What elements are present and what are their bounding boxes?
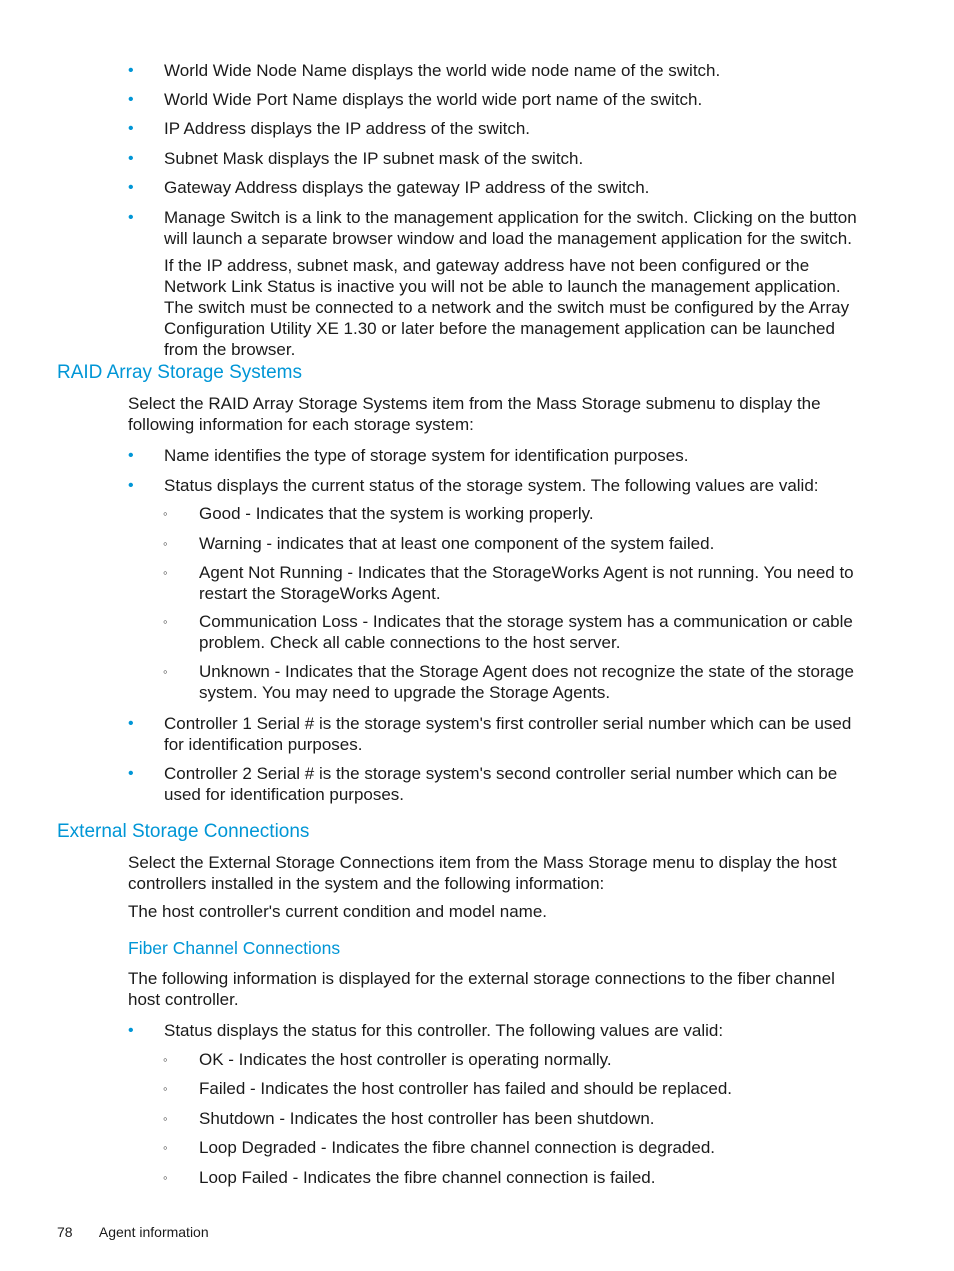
list-item-text: Status displays the current status of the storage system. The following values are valid:	[164, 476, 819, 495]
list-item-text: IP Address displays the IP address of the switch.	[164, 119, 531, 138]
bullet-icon: •	[128, 91, 134, 108]
list-item-text: Controller 2 Serial # is the storage system's second controller serial number which can be used for identification purposes.	[164, 764, 838, 804]
sub-list-item-text: Communication Loss - Indicates that the storage system has a communication or cable problem. Check all cable connections to the host server.	[199, 612, 853, 652]
list-item-text: Status displays the status for this controller. The following values are valid:	[164, 1021, 724, 1040]
sub-list-item-text: Loop Failed - Indicates the fibre channel connection is failed.	[199, 1168, 656, 1187]
bullet-icon: •	[128, 447, 134, 464]
subsection-heading-fiber: Fiber Channel Connections	[128, 938, 341, 958]
manage-switch-note: If the IP address, subnet mask, and gateway address have not been configured or the Network Link Status is inactive you will not be able to launch the management application. The switch must be connected to a network and the switch must be configured by the Array Configuration Utility XE 1.30 or later before the management application can be launched from the browser.	[164, 256, 850, 359]
list-item-text: Name identifies the type of storage system for identification purposes.	[164, 446, 689, 465]
fiber-intro: The following information is displayed for the external storage connections to the fiber channel host controller.	[128, 969, 835, 1009]
sub-list-item-text: Loop Degraded - Indicates the fibre channel connection is degraded.	[199, 1138, 716, 1157]
sub-list-item-text: Good - Indicates that the system is working properly.	[199, 504, 594, 523]
bullet-icon: •	[128, 179, 134, 196]
page-number: 78	[57, 1224, 73, 1240]
list-item-text: Controller 1 Serial # is the storage system's first controller serial number which can be used for identification purposes.	[164, 714, 852, 754]
sub-bullet-icon: ◦	[163, 1140, 168, 1155]
sub-list-item-text: OK - Indicates the host controller is operating normally.	[199, 1050, 612, 1069]
sub-bullet-icon: ◦	[163, 1111, 168, 1126]
sub-list-item-text: Unknown - Indicates that the Storage Agent does not recognize the state of the storage system. You may need to upgrade the Storage Agents.	[199, 662, 854, 702]
section-heading-raid: RAID Array Storage Systems	[57, 362, 302, 383]
sub-bullet-icon: ◦	[163, 664, 168, 679]
external-intro: Select the External Storage Connections item from the Mass Storage menu to display the host controllers installed in the system and the following information:	[128, 853, 837, 893]
sub-list-item-text: Warning - indicates that at least one component of the system failed.	[199, 534, 715, 553]
footer-section-title: Agent information	[98, 1224, 209, 1240]
sub-list-item-text: Failed - Indicates the host controller has failed and should be replaced.	[199, 1079, 732, 1098]
external-note: The host controller's current condition and model name.	[128, 902, 548, 921]
list-item-text: Manage Switch is a link to the management application for the switch. Clicking on the button will launch a separate browser window and load the management application for the switch.	[164, 208, 857, 248]
list-item-text: World Wide Port Name displays the world wide port name of the switch.	[164, 90, 703, 109]
page-footer	[57, 1222, 209, 1243]
section-heading-external: External Storage Connections	[57, 821, 310, 842]
bullet-icon: •	[128, 150, 134, 167]
sub-bullet-icon: ◦	[163, 506, 168, 521]
sub-bullet-icon: ◦	[163, 1170, 168, 1185]
sub-list-item-text: Shutdown - Indicates the host controller has been shutdown.	[199, 1109, 655, 1128]
list-item-text: World Wide Node Name displays the world wide node name of the switch.	[164, 61, 721, 80]
bullet-icon: •	[128, 209, 134, 226]
sub-bullet-icon: ◦	[163, 614, 168, 629]
bullet-icon: •	[128, 1022, 134, 1039]
sub-bullet-icon: ◦	[163, 1081, 168, 1096]
bullet-icon: •	[128, 715, 134, 732]
bullet-icon: •	[128, 62, 134, 79]
sub-bullet-icon: ◦	[163, 565, 168, 580]
raid-intro: Select the RAID Array Storage Systems item from the Mass Storage submenu to display the following information for each storage system:	[128, 394, 821, 434]
bullet-icon: •	[128, 120, 134, 137]
list-item-text: Subnet Mask displays the IP subnet mask of the switch.	[164, 149, 584, 168]
bullet-icon: •	[128, 477, 134, 494]
sub-bullet-icon: ◦	[163, 536, 168, 551]
sub-bullet-icon: ◦	[163, 1052, 168, 1067]
bullet-icon: •	[128, 765, 134, 782]
list-item-text: Gateway Address displays the gateway IP address of the switch.	[164, 178, 650, 197]
sub-list-item-text: Agent Not Running - Indicates that the StorageWorks Agent is not running. You need to restart the StorageWorks Agent.	[199, 563, 854, 603]
